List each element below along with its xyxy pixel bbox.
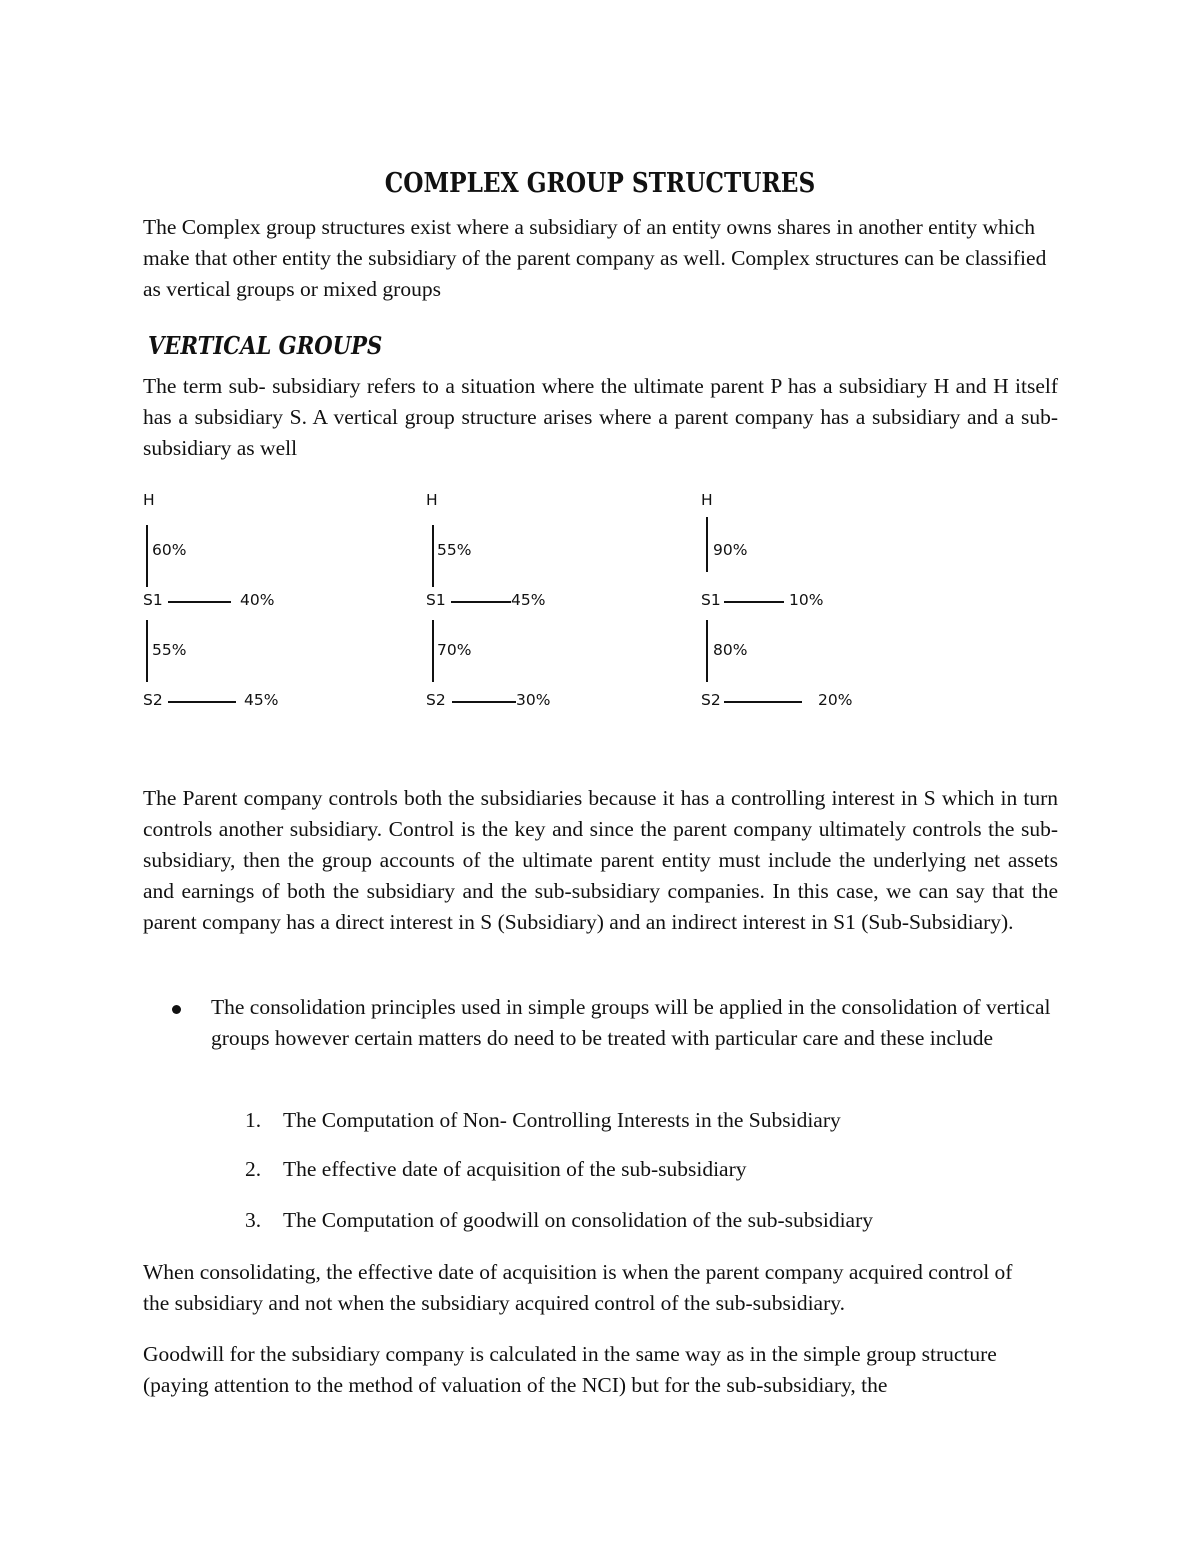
diagram-1-connector-top	[146, 525, 148, 587]
diagram-3-nci-line-2	[724, 701, 802, 703]
control-paragraph: The Parent company controls both the subsidiaries because it has a controlling interest in S which in turn controls another subsidiary. Control is the key and since the parent company ultimately controls the sub-subsidiary, then the group accounts of the ultimate parent entity must include the underlying net assets and earnings of both the subsidiary and the sub-subsidiary companies. In this case, we can say that the parent company has a direct interest in S (Subsidiary) and an indirect interest in S1 (Sub-Subsidiary).	[143, 786, 1058, 934]
diagram-3-parent: H	[701, 491, 713, 509]
diagram-2-holding-2: 70%	[437, 641, 472, 659]
diagram-1-sub: S1	[143, 591, 163, 609]
diagram-3-connector-bottom	[706, 620, 708, 682]
list-item: The effective date of acquisition of the sub-subsidiary	[283, 1157, 747, 1181]
list-item-number: 1.	[245, 1108, 262, 1132]
bullet-item: The consolidation principles used in simple groups will be applied in the consolidation of vertical groups however certain matters do need to be treated with particular care and these include	[211, 995, 1051, 1050]
consolidating-paragraph: When consolidating, the effective date of acquisition is when the parent company acquired control of the subsidiary and not when the subsidiary acquired control of the sub-subsidiary.	[143, 1260, 1013, 1315]
goodwill-paragraph: Goodwill for the subsidiary company is calculated in the same way as in the simple group structure (paying attention to the method of valuation of the NCI) but for the sub-subsidiary, the	[143, 1342, 997, 1397]
diagram-2-connector-top	[432, 525, 434, 587]
diagram-2-nci-line-1	[451, 601, 511, 603]
intro-paragraph: The Complex group structures exist where a subsidiary of an entity owns shares in another entity which make that other entity the subsidiary of the parent company as well. Complex structures can be classified as vertical groups or mixed groups	[143, 215, 1047, 301]
diagram-3-holding-1: 90%	[713, 541, 748, 559]
diagram-1-nci-1: 40%	[240, 591, 275, 609]
diagram-1-parent: H	[143, 491, 155, 509]
diagram-1-nci-2: 45%	[244, 691, 279, 709]
diagram-1-holding-1: 60%	[152, 541, 187, 559]
diagram-1-nci-line-2	[168, 701, 236, 703]
diagram-2-nci-line-2	[452, 701, 516, 703]
diagram-2-sub: S1	[426, 591, 446, 609]
diagram-2-nci-1: 45%	[511, 591, 546, 609]
diagram-1-nci-line-1	[168, 601, 231, 603]
list-item-number: 2.	[245, 1157, 262, 1181]
diagram-2-connector-bottom	[432, 620, 434, 682]
diagram-3-connector-top	[706, 517, 708, 572]
diagram-2-parent: H	[426, 491, 438, 509]
bullet-icon	[172, 1005, 181, 1014]
diagram-3-subsub: S2	[701, 691, 721, 709]
list-item-number: 3.	[245, 1208, 262, 1232]
diagram-3-sub: S1	[701, 591, 721, 609]
list-item: The Computation of Non- Controlling Interests in the Subsidiary	[283, 1108, 841, 1132]
diagram-3-holding-2: 80%	[713, 641, 748, 659]
diagram-2-subsub: S2	[426, 691, 446, 709]
diagram-3-nci-line-1	[724, 601, 784, 603]
vertical-intro-paragraph: The term sub- subsidiary refers to a situation where the ultimate parent P has a subsidiary H and H itself has a subsidiary S. A vertical group structure arises where a parent company has a subsidiary and a sub-subsidiary as well	[143, 374, 1058, 460]
list-item: The Computation of goodwill on consolidation of the sub-subsidiary	[283, 1208, 873, 1232]
diagram-2-holding-1: 55%	[437, 541, 472, 559]
page-title: COMPLEX GROUP STRUCTURES	[384, 168, 816, 199]
diagram-1-holding-2: 55%	[152, 641, 187, 659]
vertical-groups-heading: VERTICAL GROUPS	[148, 331, 383, 360]
diagram-1-connector-bottom	[146, 620, 148, 682]
diagram-2-nci-2: 30%	[516, 691, 551, 709]
diagram-3-nci-2: 20%	[818, 691, 853, 709]
diagram-1-subsub: S2	[143, 691, 163, 709]
diagram-3-nci-1: 10%	[789, 591, 824, 609]
